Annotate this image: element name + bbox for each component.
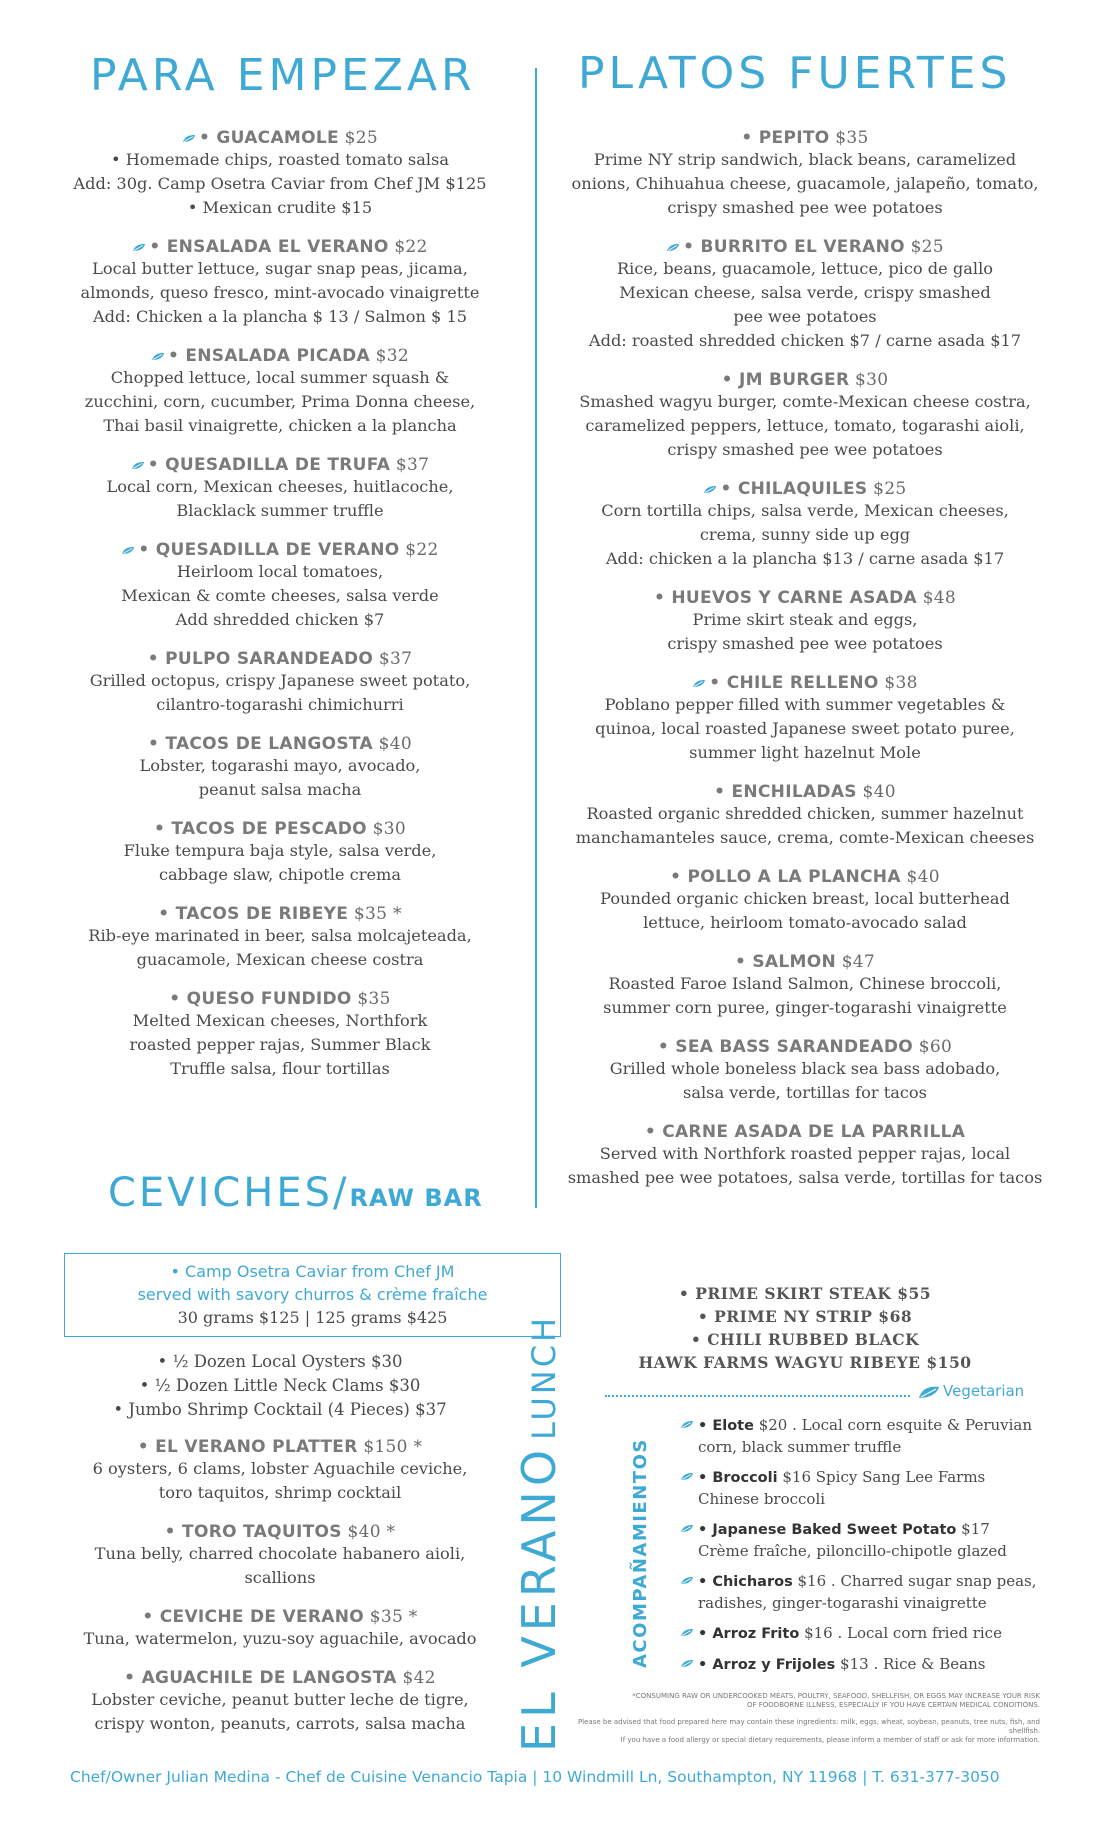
caviar-line-1: • Camp Osetra Caviar from Chef JM bbox=[170, 1262, 455, 1281]
menu-item-description: Lobster, togarashi mayo, avocado, bbox=[139, 756, 421, 775]
menu-item-title: ENCHILADAS bbox=[731, 782, 857, 802]
menu-item-name bbox=[40, 237, 520, 257]
bullet: • bbox=[644, 1122, 663, 1142]
menu-item-price: $40 bbox=[900, 867, 940, 887]
menu-item-description: 6 oysters, 6 clams, lobster Aguachile ceviche, bbox=[92, 1459, 468, 1478]
menu-item-title: CEVICHE DE VERANO bbox=[159, 1607, 365, 1627]
menu-item-name bbox=[555, 673, 1055, 693]
side-item-name: • Chicharos bbox=[698, 1574, 793, 1590]
menu-item bbox=[555, 782, 1055, 850]
menu-item-description: crispy smashed pee wee potatoes bbox=[667, 198, 943, 217]
menu-item bbox=[555, 952, 1055, 1020]
menu-item-description: Corn tortilla chips, salsa verde, Mexican cheeses, bbox=[601, 501, 1009, 520]
menu-item-name bbox=[555, 479, 1055, 499]
menu-item-name bbox=[555, 782, 1055, 802]
menu-item-price: $60 bbox=[913, 1037, 953, 1057]
raw-bar-item: • ½ Dozen Local Oysters $30 bbox=[157, 1352, 403, 1371]
menu-item-description: Roasted organic shredded chicken, summer hazelnut bbox=[586, 804, 1024, 823]
fine-print bbox=[560, 1692, 1040, 1745]
menu-item-title: ENSALADA EL VERANO bbox=[166, 237, 389, 257]
vertical-title-sub: LUNCH bbox=[525, 1314, 563, 1440]
menu-item-description: crispy wonton, peanuts, carrots, salsa macha bbox=[94, 1714, 466, 1733]
menu-item-title: GUACAMOLE bbox=[216, 128, 339, 148]
leaf-icon bbox=[680, 1472, 694, 1481]
side-item bbox=[680, 1623, 1040, 1645]
menu-item-description: Blacklack summer truffle bbox=[176, 501, 384, 520]
side-item bbox=[680, 1519, 1040, 1562]
menu-item-price: $25 bbox=[904, 237, 944, 257]
menu-item-title: ENSALADA PICADA bbox=[185, 346, 370, 366]
side-item bbox=[680, 1467, 1040, 1510]
ceviches-heading bbox=[108, 1170, 483, 1216]
side-item bbox=[680, 1415, 1040, 1458]
menu-item-description: Served with Northfork roasted pepper rajas, local bbox=[599, 1144, 1011, 1163]
ceviches-heading-main: CEVICHES/ bbox=[108, 1170, 350, 1216]
raw-bar-list bbox=[40, 1350, 520, 1422]
leaf-icon bbox=[121, 546, 135, 555]
menu-item bbox=[40, 904, 520, 972]
menu-item-price: $35 * bbox=[348, 904, 402, 924]
menu-item-name bbox=[40, 649, 520, 669]
menu-item-name bbox=[40, 455, 520, 475]
bullet: • bbox=[720, 479, 738, 499]
menu-item-name bbox=[555, 1037, 1055, 1057]
menu-item bbox=[40, 1668, 520, 1736]
menu-item bbox=[40, 1522, 520, 1590]
steak-item: • PRIME NY STRIP $68 bbox=[697, 1307, 913, 1326]
menu-item-name bbox=[555, 128, 1055, 148]
menu-item bbox=[555, 673, 1055, 765]
menu-item-description: cilantro-togarashi chimichurri bbox=[156, 695, 404, 714]
menu-item-description: caramelized peppers, lettuce, tomato, togarashi aioli, bbox=[585, 416, 1025, 435]
menu-item-description: Chopped lettuce, local summer squash & bbox=[110, 368, 450, 387]
menu-item-description: crema, sunny side up egg bbox=[699, 525, 911, 544]
menu-item-description: crispy smashed pee wee potatoes bbox=[667, 440, 943, 459]
menu-item-title: AGUACHILE DE LANGOSTA bbox=[141, 1668, 397, 1688]
menu-item-name bbox=[40, 1668, 520, 1688]
bullet: • bbox=[714, 782, 732, 802]
menu-item-name bbox=[40, 904, 520, 924]
menu-item-description: Poblano pepper filled with summer vegetables & bbox=[604, 695, 1006, 714]
menu-item-title: JM BURGER bbox=[738, 370, 850, 390]
menu-item-title: QUESADILLA DE VERANO bbox=[155, 540, 400, 560]
menu-item-title: CHILAQUILES bbox=[737, 479, 868, 499]
menu-item-title: TACOS DE LANGOSTA bbox=[165, 734, 373, 754]
menu-item bbox=[40, 237, 520, 329]
menu-item-price: $40 * bbox=[341, 1522, 396, 1542]
menu-item-description: Tuna belly, charred chocolate habanero aioli, bbox=[94, 1544, 466, 1563]
ceviches-list bbox=[40, 1437, 520, 1753]
fine-print-line-4: If you have a food allergy or special dietary requirements, please inform a member of staff or ask for more information. bbox=[620, 1736, 1040, 1744]
menu-item bbox=[555, 588, 1055, 656]
side-item-name: • Elote bbox=[698, 1418, 754, 1434]
leaf-icon bbox=[131, 461, 145, 470]
menu-item-title: TORO TAQUITOS bbox=[182, 1522, 342, 1542]
menu-item-name bbox=[40, 128, 520, 148]
mains-heading: PLATOS FUERTES bbox=[578, 48, 1012, 99]
menu-item-title: QUESO FUNDIDO bbox=[186, 989, 352, 1009]
leaf-icon bbox=[692, 679, 706, 688]
bullet: • bbox=[158, 904, 176, 924]
menu-item bbox=[555, 479, 1055, 571]
menu-item-description: peanut salsa macha bbox=[198, 780, 362, 799]
menu-item bbox=[40, 1437, 520, 1505]
menu-item-name bbox=[40, 1522, 520, 1542]
menu-item-description: Lobster ceviche, peanut butter leche de tigre, bbox=[91, 1690, 469, 1709]
sides-heading: ACOMPAÑAMIENTOS bbox=[630, 1438, 651, 1668]
bullet: • bbox=[709, 673, 727, 693]
steak-list bbox=[555, 1282, 1055, 1374]
menu-item-price: $40 bbox=[372, 734, 413, 754]
leaf-icon bbox=[680, 1524, 694, 1533]
bullet: • bbox=[169, 989, 187, 1009]
leaf-icon bbox=[132, 243, 146, 252]
menu-item-title: EL VERANO PLATTER bbox=[155, 1437, 358, 1457]
leaf-icon bbox=[680, 1576, 694, 1585]
menu-item-description: lettuce, heirloom tomato-avocado salad bbox=[643, 913, 967, 932]
caviar-box bbox=[64, 1253, 561, 1337]
menu-item-description: Prime skirt steak and eggs, bbox=[692, 610, 918, 629]
menu-item-description: Add shredded chicken $7 bbox=[175, 610, 385, 629]
vegetarian-label: Vegetarian bbox=[943, 1382, 1025, 1400]
bullet: • bbox=[199, 128, 217, 148]
menu-item-name bbox=[40, 734, 520, 754]
menu-item-price: $35 * bbox=[364, 1607, 418, 1627]
menu-item-title: POLLO A LA PLANCHA bbox=[687, 867, 901, 887]
menu-item bbox=[40, 989, 520, 1081]
leaf-icon bbox=[666, 243, 680, 252]
side-item-description: . Local corn fried rice bbox=[837, 1624, 1002, 1642]
menu-item bbox=[555, 370, 1055, 462]
menu-item-title: BURRITO EL VERANO bbox=[700, 237, 905, 257]
raw-bar-item: • Jumbo Shrimp Cocktail (4 Pieces) $37 bbox=[113, 1400, 447, 1419]
side-item-name: • Arroz Frito bbox=[698, 1626, 800, 1642]
bullet: • bbox=[721, 370, 739, 390]
menu-item-name bbox=[40, 1437, 520, 1457]
vertical-title bbox=[512, 1315, 566, 1752]
menu-item-name bbox=[40, 540, 520, 560]
menu-item-price: $38 bbox=[878, 673, 918, 693]
menu-item-description: Add: 30g. Camp Osetra Caviar from Chef JM $125 bbox=[73, 174, 487, 193]
menu-item-description: onions, Chihuahua cheese, guacamole, jalapeño, tomato, bbox=[571, 174, 1039, 193]
menu-item-description: Local butter lettuce, sugar snap peas, jicama, bbox=[92, 259, 468, 278]
fine-print-line-2: OF FOODBORNE ILLNESS, ESPECIALLY IF YOU HAVE CERTAIN MEDICAL CONDITIONS. bbox=[747, 1701, 1040, 1709]
bullet: • bbox=[149, 237, 167, 257]
menu-item-name bbox=[40, 1607, 520, 1627]
menu-item-description: Prime NY strip sandwich, black beans, caramelized bbox=[593, 150, 1017, 169]
bullet: • bbox=[142, 1607, 160, 1627]
menu-item-description: quinoa, local roasted Japanese sweet potato puree, bbox=[595, 719, 1015, 738]
bullet: • bbox=[147, 455, 166, 475]
vegetarian-legend bbox=[918, 1382, 1024, 1400]
menu-item-price: $25 bbox=[338, 128, 378, 148]
menu-item-description: Roasted Faroe Island Salmon, Chinese broccoli, bbox=[608, 974, 1002, 993]
menu-item-name bbox=[555, 1122, 1055, 1142]
menu-item-price: $42 bbox=[396, 1668, 436, 1688]
menu-item-title: TACOS DE RIBEYE bbox=[175, 904, 349, 924]
leaf-icon bbox=[182, 134, 196, 143]
side-item-description: Spicy Sang Lee Farms Chinese broccoli bbox=[698, 1468, 986, 1508]
menu-item-description: Thai basil vinaigrette, chicken a la plancha bbox=[103, 416, 457, 435]
leaf-icon bbox=[680, 1659, 694, 1668]
menu-item-description: pee wee potatoes bbox=[733, 307, 877, 326]
menu-item-price: $30 bbox=[366, 819, 406, 839]
menu-item-description: Rib-eye marinated in beer, salsa molcajeteada, bbox=[88, 926, 472, 945]
bullet: • bbox=[670, 867, 688, 887]
menu-item-title: PEPITO bbox=[758, 128, 830, 148]
menu-item-description: cabbage slaw, chipotle crema bbox=[158, 865, 402, 884]
menu-item bbox=[555, 128, 1055, 220]
side-item-price: $13 bbox=[840, 1655, 869, 1673]
caviar-line-2: served with savory churros & crème fraîche bbox=[137, 1285, 488, 1304]
menu-item-description: salsa verde, tortillas for tacos bbox=[683, 1083, 927, 1102]
menu-item bbox=[555, 1037, 1055, 1105]
menu-item-description: almonds, queso fresco, mint-avocado vinaigrette bbox=[80, 283, 480, 302]
menu-item-price: $22 bbox=[388, 237, 428, 257]
bullet: • bbox=[167, 346, 186, 366]
menu-item-description: Grilled octopus, crispy Japanese sweet potato, bbox=[89, 671, 471, 690]
menu-item-price: $25 bbox=[867, 479, 907, 499]
menu-item-price: $22 bbox=[399, 540, 439, 560]
side-item-name: • Japanese Baked Sweet Potato bbox=[698, 1522, 957, 1538]
bullet: • bbox=[683, 237, 701, 257]
sides-dotted-divider bbox=[605, 1395, 910, 1397]
bullet: • bbox=[137, 1437, 156, 1457]
menu-item bbox=[555, 867, 1055, 935]
side-item-name: • Arroz y Frijoles bbox=[698, 1657, 836, 1673]
menu-item-description: toro taquitos, shrimp cocktail bbox=[158, 1483, 402, 1502]
leaf-icon bbox=[151, 352, 165, 361]
menu-item-description: Add: roasted shredded chicken $7 / carne asada $17 bbox=[588, 331, 1022, 350]
ceviches-heading-sub: RAW BAR bbox=[349, 1184, 483, 1212]
menu-item-description: zucchini, corn, cucumber, Prima Donna cheese, bbox=[84, 392, 476, 411]
menu-item-name bbox=[40, 819, 520, 839]
fine-print-line-3: Please be advised that food prepared here may contain these ingredients: milk, eggs, wheat, soybean, peanuts, tree nuts, fish, and shellfish. bbox=[577, 1718, 1040, 1735]
mains-list bbox=[555, 128, 1055, 1207]
menu-item-price: $32 bbox=[369, 346, 410, 366]
side-item bbox=[680, 1571, 1040, 1614]
menu-item-price: $150 * bbox=[357, 1437, 423, 1457]
leaf-icon bbox=[918, 1385, 940, 1399]
menu-item-price: $40 bbox=[856, 782, 896, 802]
bullet: • bbox=[164, 1522, 183, 1542]
menu-item-description: crispy smashed pee wee potatoes bbox=[667, 634, 943, 653]
menu-item-price: $37 bbox=[390, 455, 430, 475]
side-item-price: $16 bbox=[782, 1468, 811, 1486]
caviar-line-3: 30 grams $125 | 125 grams $425 bbox=[177, 1308, 448, 1327]
menu-item-name bbox=[555, 370, 1055, 390]
menu-item-description: Heirloom local tomatoes, bbox=[176, 562, 384, 581]
fine-print-line-1: *CONSUMING RAW OR UNDERCOOKED MEATS, POULTRY, SEAFOOD, SHELLFISH, OR EGGS MAY INCREASE YOUR RISK bbox=[632, 1692, 1040, 1700]
menu-item bbox=[40, 346, 520, 438]
menu-item-description: Add: Chicken a la plancha $ 13 / Salmon $ 15 bbox=[92, 307, 468, 326]
menu-item-description: Add: chicken a la plancha $13 / carne asada $17 bbox=[605, 549, 1005, 568]
sides-list bbox=[680, 1415, 1040, 1685]
leaf-icon bbox=[703, 485, 717, 494]
menu-item-title: TACOS DE PESCADO bbox=[171, 819, 367, 839]
side-item-description: . Rice & Beans bbox=[873, 1655, 986, 1673]
bullet: • bbox=[154, 819, 172, 839]
menu-item-description: Mexican cheese, salsa verde, crispy smashed bbox=[619, 283, 991, 302]
menu-item-description: Truffle salsa, flour tortillas bbox=[170, 1059, 390, 1078]
menu-item-description: Rice, beans, guacamole, lettuce, pico de gallo bbox=[616, 259, 994, 278]
menu-item bbox=[40, 1607, 520, 1651]
menu-item-name bbox=[555, 952, 1055, 972]
menu-item-price: $30 bbox=[849, 370, 889, 390]
menu-item bbox=[555, 237, 1055, 353]
side-item-name: • Broccoli bbox=[698, 1470, 778, 1486]
menu-item-title: HUEVOS Y CARNE ASADA bbox=[671, 588, 917, 608]
menu-item-price: $37 bbox=[373, 649, 413, 669]
menu-item-name bbox=[555, 867, 1055, 887]
menu-item-description: Grilled whole boneless black sea bass adobado, bbox=[609, 1059, 1001, 1078]
side-item-price: $20 bbox=[758, 1416, 788, 1434]
menu-item-title: PULPO SARANDEADO bbox=[165, 649, 374, 669]
menu-item-name bbox=[40, 989, 520, 1009]
menu-item bbox=[40, 128, 520, 220]
bullet: • bbox=[734, 952, 753, 972]
menu-item bbox=[40, 819, 520, 887]
menu-item-description: Local corn, Mexican cheeses, huitlacoche, bbox=[106, 477, 454, 496]
bullet: • bbox=[653, 588, 672, 608]
menu-item bbox=[40, 455, 520, 523]
menu-item-description: Mexican & comte cheeses, salsa verde bbox=[121, 586, 439, 605]
side-item-price: $16 bbox=[804, 1624, 833, 1642]
raw-bar-item: • ½ Dozen Little Neck Clams $30 bbox=[139, 1376, 421, 1395]
menu-item-name bbox=[555, 237, 1055, 257]
side-item-price: $17 bbox=[961, 1520, 990, 1538]
column-divider bbox=[535, 68, 537, 1208]
side-item bbox=[680, 1654, 1040, 1676]
menu-item-description: guacamole, Mexican cheese costra bbox=[136, 950, 424, 969]
menu-item-description: Tuna, watermelon, yuzu-soy aguachile, avocado bbox=[83, 1629, 477, 1648]
menu-item-title: SEA BASS SARANDEADO bbox=[675, 1037, 914, 1057]
side-item-description: Crème fraîche, piloncillo-chipotle glazed bbox=[698, 1542, 1007, 1560]
menu-item-description: Melted Mexican cheeses, Northfork bbox=[132, 1011, 428, 1030]
menu-item-description: summer light hazelnut Mole bbox=[689, 743, 921, 762]
menu-item-description: roasted pepper rajas, Summer Black bbox=[129, 1035, 431, 1054]
steak-item: • CHILI RUBBED BLACK bbox=[690, 1330, 920, 1349]
menu-item-name bbox=[555, 588, 1055, 608]
bullet: • bbox=[741, 128, 759, 148]
menu-item-description: • Homemade chips, roasted tomato salsa bbox=[111, 150, 449, 169]
bullet: • bbox=[657, 1037, 676, 1057]
menu-item-description: Fluke tempura baja style, salsa verde, bbox=[123, 841, 437, 860]
footer: Chef/Owner Julian Medina - Chef de Cuisine Venancio Tapia | 10 Windmill Ln, Southampton, NY 11968 | T. 631-377-3050 bbox=[70, 1768, 1000, 1786]
menu-item-description: Smashed wagyu burger, comte-Mexican cheese costra, bbox=[579, 392, 1031, 411]
menu-item-price: $35 bbox=[829, 128, 869, 148]
bullet: • bbox=[124, 1668, 142, 1688]
starters-heading: PARA EMPEZAR bbox=[90, 50, 476, 101]
leaf-icon bbox=[680, 1628, 694, 1637]
menu-item-title: QUESADILLA DE TRUFA bbox=[165, 455, 391, 475]
leaf-icon bbox=[680, 1420, 694, 1429]
side-item-description: . Local corn esquite & Peruvian corn, black summer truffle bbox=[698, 1416, 1033, 1456]
bullet: • bbox=[138, 540, 156, 560]
menu-item-price: $35 bbox=[351, 989, 391, 1009]
menu-item-description: manchamanteles sauce, crema, comte-Mexican cheeses bbox=[575, 828, 1035, 847]
menu-item bbox=[555, 1122, 1055, 1190]
menu-item bbox=[40, 540, 520, 632]
menu-item-description: Pounded organic chicken breast, local butterhead bbox=[600, 889, 1010, 908]
bullet: • bbox=[147, 734, 166, 754]
menu-item-description: smashed pee wee potatoes, salsa verde, tortillas for tacos bbox=[567, 1168, 1043, 1187]
menu-item-name bbox=[40, 346, 520, 366]
menu-item-description: scallions bbox=[244, 1568, 316, 1587]
steak-item: HAWK FARMS WAGYU RIBEYE $150 bbox=[638, 1353, 972, 1372]
vertical-title-main: EL VERANO bbox=[512, 1444, 566, 1752]
side-item-description: . Charred sugar snap peas, radishes, ginger-togarashi vinaigrette bbox=[698, 1572, 1037, 1612]
menu-item-price: $47 bbox=[835, 952, 876, 972]
side-item-price: $16 bbox=[797, 1572, 827, 1590]
menu-item-description: • Mexican crudite $15 bbox=[187, 198, 373, 217]
menu-item bbox=[40, 649, 520, 717]
steak-item: • PRIME SKIRT STEAK $55 bbox=[678, 1284, 932, 1303]
menu-item-title: CARNE ASADA DE LA PARRILLA bbox=[662, 1122, 966, 1142]
bullet: • bbox=[147, 649, 166, 669]
menu-item-title: SALMON bbox=[752, 952, 836, 972]
menu-item bbox=[40, 734, 520, 802]
menu-item-price: $48 bbox=[916, 588, 957, 608]
menu-item-title: CHILE RELLENO bbox=[726, 673, 879, 693]
menu-item-description: summer corn puree, ginger-togarashi vinaigrette bbox=[603, 998, 1007, 1017]
starters-list bbox=[40, 128, 520, 1098]
